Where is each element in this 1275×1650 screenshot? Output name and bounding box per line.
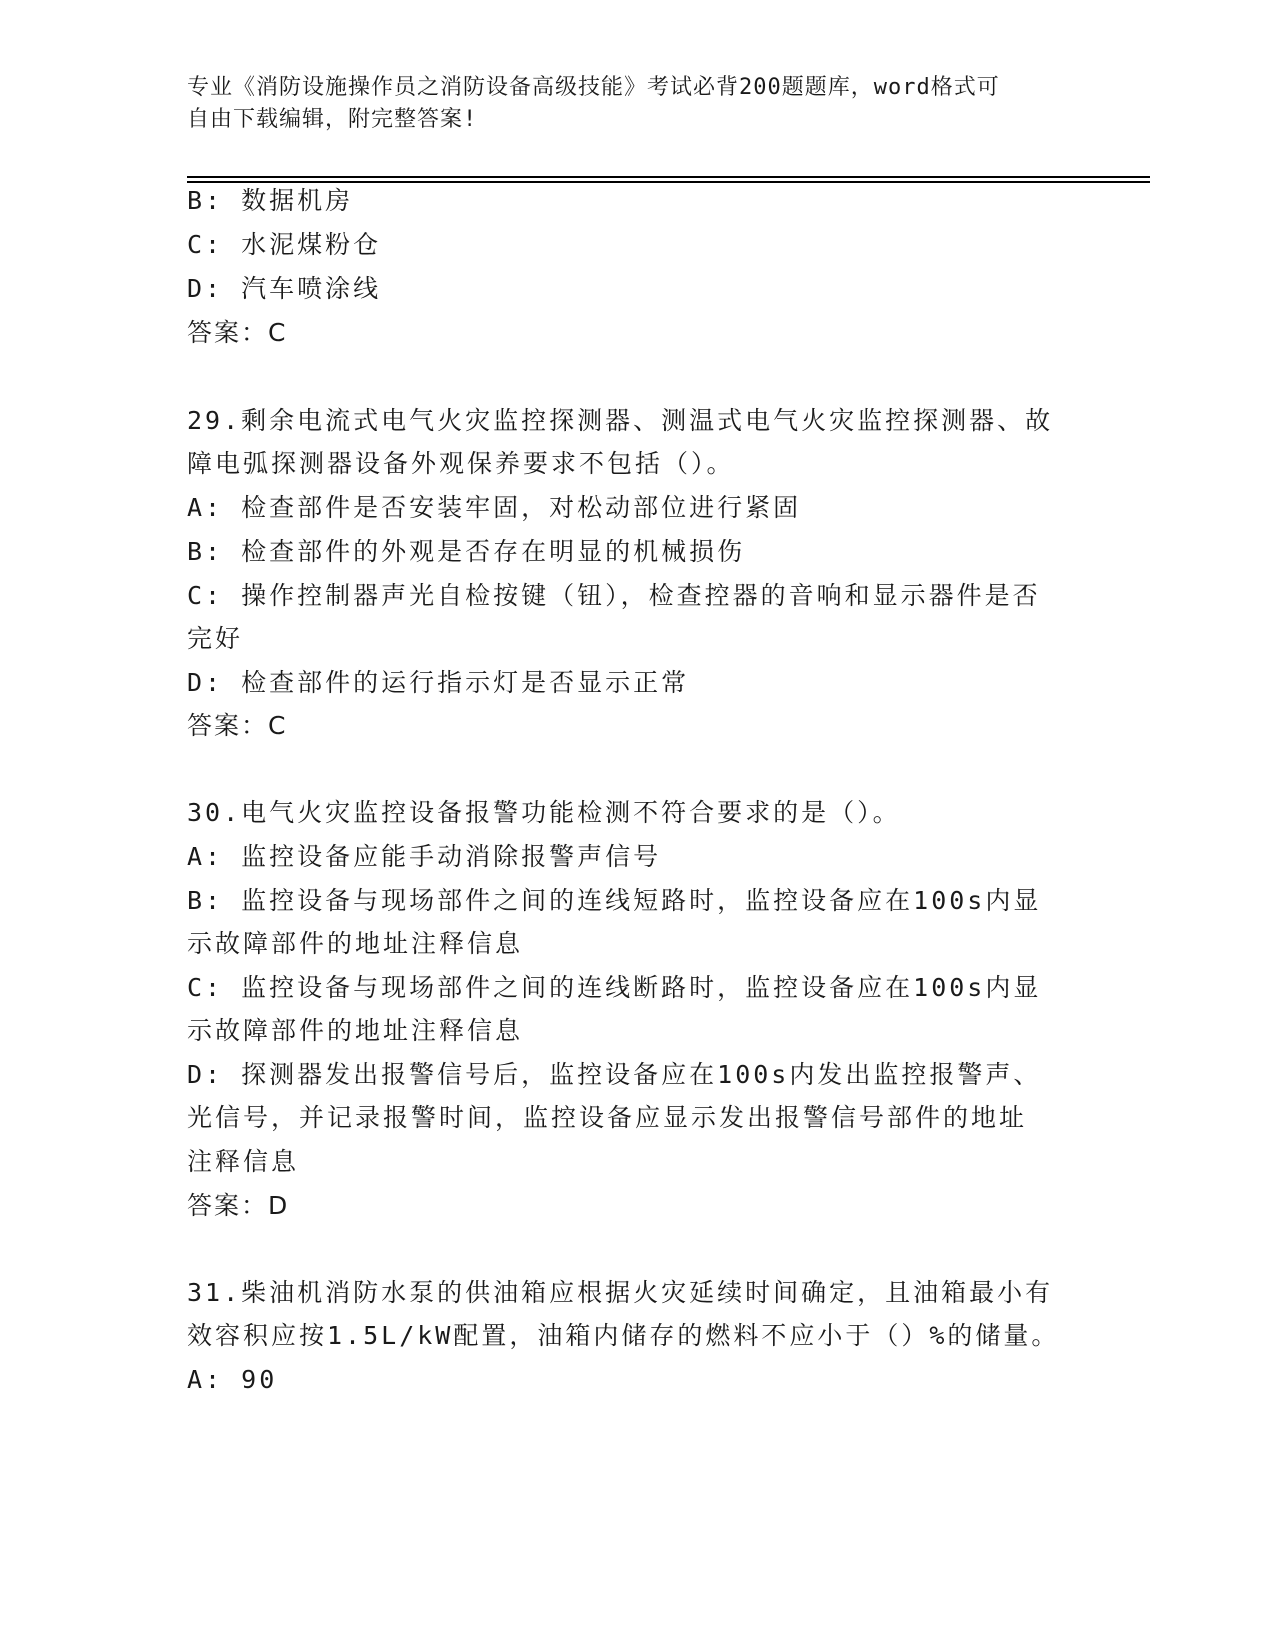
answer-30: 答案：D — [187, 1191, 290, 1220]
question-30-option-d: D: 探测器发出报警信号后，监控设备应在100s内发出监控报警声、 — [187, 1060, 1042, 1089]
question-29-option-b: B: 检查部件的外观是否存在明显的机械损伤 — [187, 537, 746, 566]
question-30-option-b: B: 监控设备与现场部件之间的连线短路时，监控设备应在100s内显 — [187, 886, 1042, 915]
answer-29: 答案：C — [187, 711, 288, 740]
question-29-option-c-cont: 完好 — [187, 624, 244, 653]
question-30-option-d-cont-1: 光信号，并记录报警时间，监控设备应显示发出报警信号部件的地址 — [187, 1103, 1028, 1132]
option-d: D: 汽车喷涂线 — [187, 274, 382, 303]
option-b: B: 数据机房 — [187, 186, 354, 215]
question-29-line-2: 障电弧探测器设备外观保养要求不包括（）。 — [187, 449, 735, 478]
question-31-option-a: A: 90 — [187, 1365, 278, 1394]
question-30-option-c: C: 监控设备与现场部件之间的连线断路时，监控设备应在100s内显 — [187, 973, 1042, 1002]
question-31-line-1: 31.柴油机消防水泵的供油箱应根据火灾延续时间确定，且油箱最小有 — [187, 1278, 1054, 1307]
question-29-option-a: A: 检查部件是否安装牢固，对松动部位进行紧固 — [187, 493, 802, 522]
question-30-line-1: 30.电气火灾监控设备报警功能检测不符合要求的是（）。 — [187, 798, 901, 827]
question-31-line-2: 效容积应按1.5L/kW配置，油箱内储存的燃料不应小于（）%的储量。 — [187, 1321, 1060, 1350]
question-30-option-a: A: 监控设备应能手动消除报警声信号 — [187, 842, 662, 871]
header-rule-top — [187, 176, 1150, 178]
answer-28: 答案：C — [187, 318, 288, 347]
question-30-option-b-cont: 示故障部件的地址注释信息 — [187, 929, 524, 958]
question-30-option-c-cont: 示故障部件的地址注释信息 — [187, 1016, 524, 1045]
header-rule-bottom — [187, 181, 1150, 183]
question-29-option-d: D: 检查部件的运行指示灯是否显示正常 — [187, 668, 690, 697]
option-c: C: 水泥煤粉仓 — [187, 230, 382, 259]
header-line-1: 专业《消防设施操作员之消防设备高级技能》考试必背200题题库，word格式可 — [187, 75, 1000, 100]
document-header — [187, 72, 1067, 136]
question-29-line-1: 29.剩余电流式电气火灾监控探测器、测温式电气火灾监控探测器、故 — [187, 406, 1054, 435]
question-29-option-c: C: 操作控制器声光自检按键（钮），检查控器的音响和显示器件是否 — [187, 581, 1041, 610]
question-30-option-d-cont-2: 注释信息 — [187, 1147, 300, 1176]
header-line-2: 自由下载编辑，附完整答案! — [187, 107, 478, 132]
